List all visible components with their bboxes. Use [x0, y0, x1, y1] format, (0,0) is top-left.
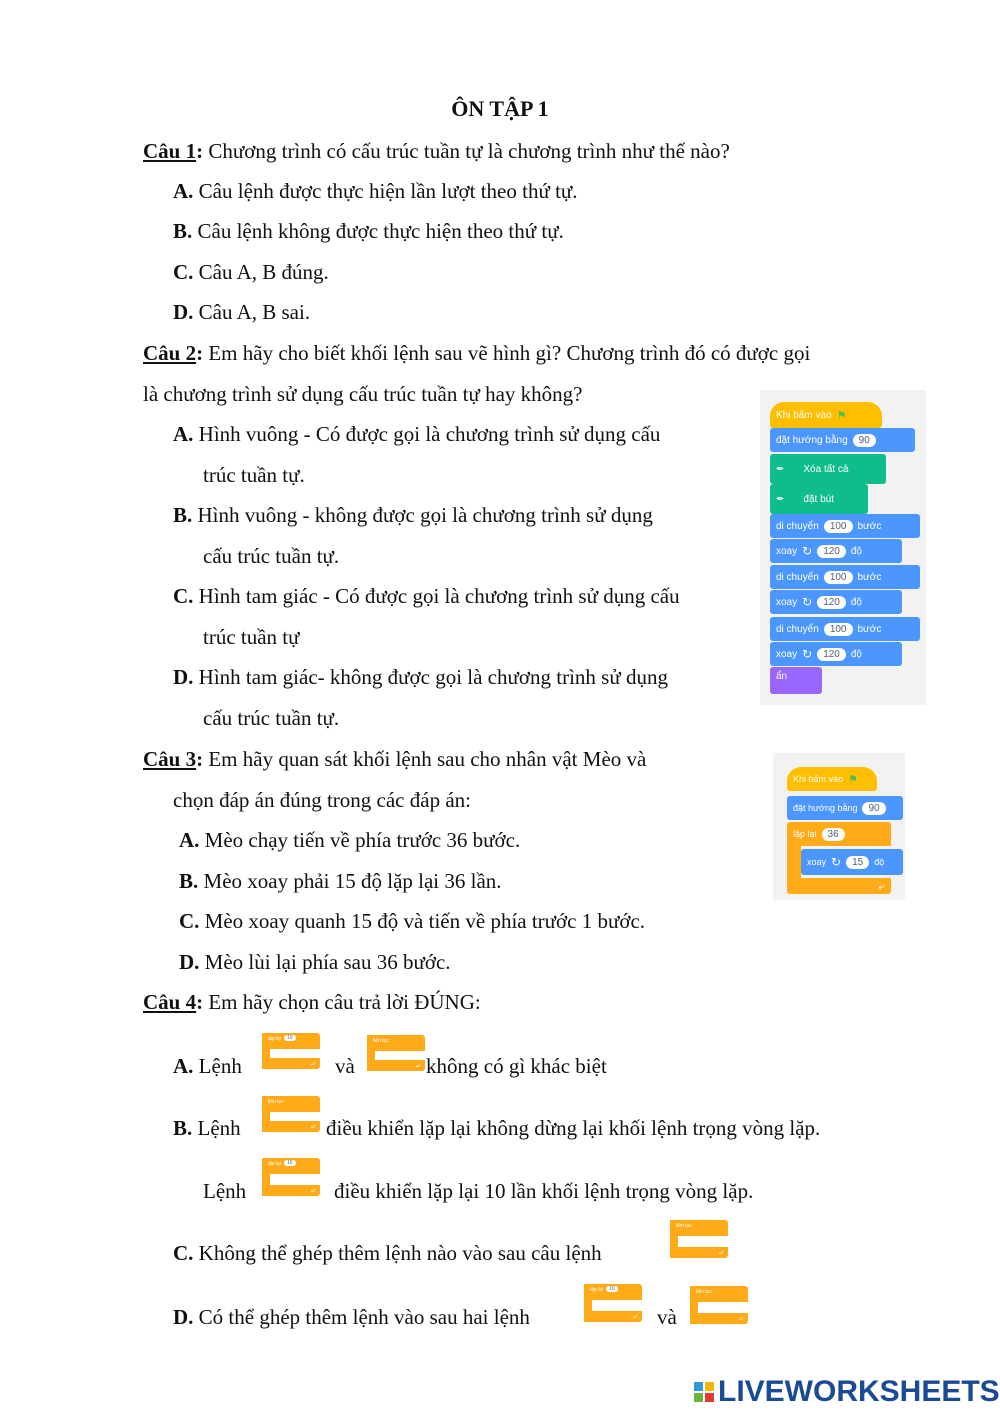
- pen-icon: ✒: [776, 493, 785, 505]
- forever-mini-icon: liên tục ⤶: [670, 1220, 728, 1258]
- repeat-10-mini-icon: lặp lại 10 ⤶: [584, 1284, 642, 1322]
- q4-d-and: và: [657, 1305, 677, 1329]
- repeat-10-mini-icon: lặp lại 10 ⤶: [262, 1033, 320, 1069]
- q4-option-a[interactable]: A. Lệnh: [173, 1054, 242, 1078]
- green-flag-icon: ⚑: [836, 409, 847, 422]
- q1-option-b[interactable]: B. Câu lệnh không được thực hiện theo thứ tự.: [173, 219, 564, 243]
- q2-option-a[interactable]: A. Hình vuông - Có được gọi là chương trình sử dụng cấu: [173, 422, 661, 446]
- q3-option-b[interactable]: B. Mèo xoay phải 15 độ lặp lại 36 lần.: [179, 869, 502, 893]
- q3-code-panel: [773, 753, 905, 900]
- when-flag-block: Khi bấm vào ⚑: [787, 767, 877, 791]
- question-3-line2: chọn đáp án đúng trong các đáp án:: [173, 788, 471, 812]
- q2-option-c[interactable]: C. Hình tam giác - Có được gọi là chương trình sử dụng cấu: [173, 584, 680, 608]
- repeat-block: lặp lại 36 ⤶ xoay ↻ 15 độ: [787, 822, 891, 894]
- question-3: Câu 3: Em hãy quan sát khối lệnh sau cho nhân vật Mèo và: [143, 747, 647, 771]
- loop-arrow-icon: ⤶: [878, 878, 885, 893]
- move-block: di chuyển 100 bước: [770, 617, 920, 641]
- q2-option-a-line2: trúc tuần tự.: [203, 463, 305, 487]
- forever-mini-icon: liên tục ⤶: [262, 1096, 320, 1132]
- q4-a-and: và: [335, 1054, 355, 1078]
- question-4: Câu 4: Em hãy chọn câu trả lời ĐÚNG:: [143, 990, 481, 1014]
- brand-text: LIVEWORKSHEETS: [718, 1375, 1000, 1408]
- q4-option-c[interactable]: C. Không thể ghép thêm lệnh nào vào sau câu lệnh: [173, 1241, 602, 1265]
- move-block: di chuyển 100 bước: [770, 514, 920, 538]
- question-1: Câu 1: Chương trình có cấu trúc tuần tự là chương trình như thế nào?: [143, 139, 730, 163]
- clear-block: ✒ Xóa tất cả: [770, 454, 886, 484]
- point-direction-block: đặt hướng bằng 90: [787, 796, 903, 820]
- q3-option-c[interactable]: C. Mèo xoay quanh 15 độ và tiến về phía trước 1 bước.: [179, 909, 646, 933]
- move-block: di chuyển 100 bước: [770, 565, 920, 589]
- q4-b2-pre: Lệnh: [203, 1179, 247, 1203]
- forever-mini-icon: liên tục ⤶: [690, 1286, 748, 1324]
- point-direction-block: đặt hướng bằng 90: [770, 428, 915, 452]
- liveworksheets-logo[interactable]: [694, 1375, 1000, 1409]
- question-2-line2: là chương trình sử dụng cấu trúc tuần tự hay không?: [143, 382, 583, 406]
- q4-option-b[interactable]: B. Lệnh: [173, 1116, 241, 1140]
- q4-b2-post: điều khiển lặp lại 10 lần khối lệnh trọng vòng lặp.: [334, 1179, 754, 1203]
- q1-label: Câu 1: [143, 139, 197, 163]
- q2-option-b[interactable]: B. Hình vuông - không được gọi là chương trình sử dụng: [173, 503, 653, 527]
- q2-option-b-line2: cấu trúc tuần tự.: [203, 544, 340, 568]
- q2-option-d[interactable]: D. Hình tam giác- không được gọi là chương trình sử dụng: [173, 665, 668, 689]
- question-2: Câu 2: Em hãy cho biết khối lệnh sau vẽ hình gì? Chương trình đó có được gọi: [143, 341, 811, 365]
- q4-option-d[interactable]: D. Có thể ghép thêm lệnh vào sau hai lệnh: [173, 1305, 530, 1329]
- q3-option-a[interactable]: A. Mèo chạy tiến về phía trước 36 bước.: [179, 828, 521, 852]
- logo-mark-icon: [694, 1382, 714, 1402]
- pen-down-block: ✒ đặt bút: [770, 484, 868, 514]
- forever-mini-icon: liên tục ⤶: [367, 1035, 425, 1071]
- page-title: ÔN TẬP 1: [451, 96, 549, 121]
- turn-block: xoay ↻ 120 độ: [770, 642, 902, 666]
- rotate-right-icon: ↻: [802, 595, 813, 609]
- q1-option-c[interactable]: C. Câu A, B đúng.: [173, 260, 329, 284]
- when-flag-block: Khi bấm vào ⚑: [770, 402, 882, 428]
- rotate-right-icon: ↻: [831, 855, 842, 869]
- repeat-10-mini-icon: lặp lại 10 ⤶: [262, 1158, 320, 1196]
- q4-b-post: điều khiển lặp lại không dừng lại khối lệnh trọng vòng lặp.: [326, 1116, 821, 1140]
- green-flag-icon: ⚑: [848, 773, 858, 786]
- pen-icon: ✒: [776, 463, 785, 475]
- q4-a-post: không có gì khác biệt: [426, 1054, 607, 1078]
- rotate-right-icon: ↻: [802, 647, 813, 661]
- q1-option-d[interactable]: D. Câu A, B sai.: [173, 300, 311, 324]
- turn-block: xoay ↻ 15 độ: [801, 849, 903, 875]
- q1-option-a[interactable]: A. Câu lệnh được thực hiện lần lượt theo thứ tự.: [173, 179, 578, 203]
- turn-block: xoay ↻ 120 độ: [770, 590, 902, 614]
- hide-block: ẩn: [770, 667, 822, 694]
- rotate-right-icon: ↻: [802, 544, 813, 558]
- turn-block: xoay ↻ 120 độ: [770, 539, 902, 563]
- q2-option-c-line2: trúc tuần tự: [203, 625, 300, 649]
- q3-option-d[interactable]: D. Mèo lùi lại phía sau 36 bước.: [179, 950, 451, 974]
- q1-text: Chương trình có cấu trúc tuần tự là chương trình như thế nào?: [203, 139, 730, 163]
- q2-option-d-line2: cấu trúc tuần tự.: [203, 706, 340, 730]
- q2-code-panel: [760, 390, 926, 705]
